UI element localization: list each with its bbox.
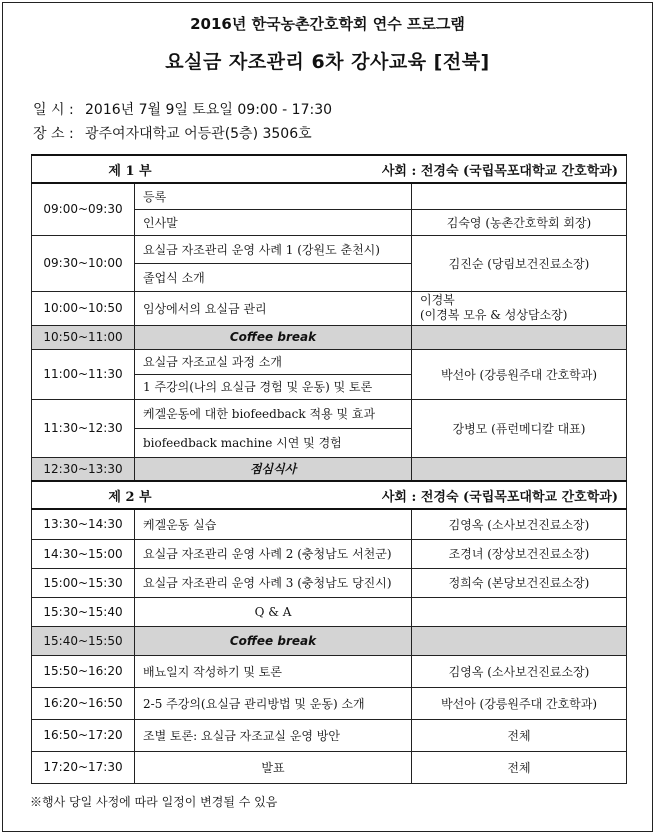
table-row: [32, 183, 627, 209]
table-row: [32, 626, 627, 655]
date-value: 2016년 7월 9일 토요일 09:00 - 17:30: [85, 102, 333, 118]
date-label: 일 시 :: [33, 102, 74, 118]
part1-label: 제 1 부: [108, 163, 152, 179]
table-row: [32, 568, 627, 597]
time-cell: 11:30~12:30: [32, 399, 135, 457]
time-cell: 15:40~15:50: [32, 626, 135, 655]
topic-cell: 요실금 자조관리 운영 사례 2 (충청남도 서천군): [135, 539, 412, 568]
speaker-affiliation: (이경복 모유 & 성상담소장): [420, 308, 568, 322]
speaker-cell: 전체: [412, 751, 627, 783]
table-row: [32, 655, 627, 687]
part1-header: [32, 155, 627, 183]
topic-cell: 케겔운동 실습: [135, 509, 412, 539]
speaker-name: 이경복: [420, 293, 455, 307]
speaker-cell: [412, 597, 627, 626]
speaker-cell: 강병모 (퓨런메디칼 대표): [412, 399, 627, 457]
topic-cell: 발표: [135, 751, 412, 783]
topic-cell: 요실금 자조관리 운영 사례 1 (강원도 춘천시): [135, 235, 412, 263]
time-cell: 15:30~15:40: [32, 597, 135, 626]
speaker-cell: 김영옥 (소사보건진료소장): [412, 509, 627, 539]
time-cell: 09:30~10:00: [32, 235, 135, 291]
time-cell: 16:20~16:50: [32, 687, 135, 719]
date-line: [33, 99, 332, 119]
time-cell: 17:20~17:30: [32, 751, 135, 783]
time-cell: 10:50~11:00: [32, 325, 135, 349]
topic-cell: 2-5 주강의(요실금 관리방법 및 운동) 소개: [135, 687, 412, 719]
place-value: 광주여자대학교 어등관(5층) 3506호: [85, 126, 312, 142]
speaker-cell: [412, 457, 627, 481]
time-cell: 14:30~15:00: [32, 539, 135, 568]
time-cell: 15:50~16:20: [32, 655, 135, 687]
topic-cell: 요실금 자조관리 운영 사례 3 (충청남도 당진시): [135, 568, 412, 597]
speaker-cell: [412, 325, 627, 349]
time-cell: 16:50~17:20: [32, 719, 135, 751]
coffee-break-cell: Coffee break: [135, 626, 412, 655]
place-line: [33, 123, 312, 143]
speaker-cell: 조경녀 (장상보건진료소장): [412, 539, 627, 568]
time-cell: 15:00~15:30: [32, 568, 135, 597]
lunch-cell: 점심식사: [135, 457, 412, 481]
speaker-cell: [412, 626, 627, 655]
table-row: [32, 751, 627, 783]
topic-cell: 1 주강의(나의 요실금 경험 및 운동) 및 토론: [135, 374, 412, 399]
time-cell: 09:00~09:30: [32, 183, 135, 235]
qa-cell: Q & A: [135, 597, 412, 626]
time-cell: 13:30~14:30: [32, 509, 135, 539]
topic-cell: 케겔운동에 대한 biofeedback 적용 및 효과: [135, 399, 412, 428]
speaker-cell: [412, 291, 627, 325]
speaker-cell: 김숙영 (농촌간호학회 회장): [412, 209, 627, 235]
part2-moderator: 사회 : 전경숙 (국립목포대학교 간호학과): [381, 489, 618, 505]
table-row: [32, 597, 627, 626]
speaker-cell: 전체: [412, 719, 627, 751]
table-row: [32, 719, 627, 751]
table-row: [32, 235, 627, 263]
time-cell: 11:00~11:30: [32, 349, 135, 399]
speaker-cell: 김영옥 (소사보건진료소장): [412, 655, 627, 687]
speaker-cell: [412, 183, 627, 209]
part2-header: [32, 481, 627, 509]
place-label: 장 소 :: [33, 126, 74, 142]
topic-cell: 등록: [135, 183, 412, 209]
table-row: [32, 509, 627, 539]
topic-cell: 배뇨일지 작성하기 및 토론: [135, 655, 412, 687]
table-row: [32, 291, 627, 325]
page-title: 요실금 자조관리 6차 강사교육 [전북]: [165, 51, 490, 73]
table-row: [32, 539, 627, 568]
coffee-break-cell: Coffee break: [135, 325, 412, 349]
table-row: [32, 399, 627, 428]
table-row: [32, 687, 627, 719]
time-cell: 12:30~13:30: [32, 457, 135, 481]
footnote: ※행사 당일 사정에 따라 일정이 변경될 수 있음: [30, 795, 278, 809]
time-cell: 10:00~10:50: [32, 291, 135, 325]
topic-cell: 조별 토론: 요실금 자조교실 운영 방안: [135, 719, 412, 751]
table-row: [32, 349, 627, 374]
speaker-cell: 박선아 (강릉원주대 간호학과): [412, 349, 627, 399]
speaker-cell: 김진순 (당림보건진료소장): [412, 235, 627, 291]
topic-cell: 인사말: [135, 209, 412, 235]
part2-label: 제 2 부: [108, 489, 152, 505]
topic-cell: 요실금 자조교실 과정 소개: [135, 349, 412, 374]
topic-cell: biofeedback machine 시연 및 경험: [135, 428, 412, 457]
schedule-table: [31, 154, 627, 784]
topic-cell: 졸업식 소개: [135, 263, 412, 291]
table-row: [32, 325, 627, 349]
topic-cell: 임상에서의 요실금 관리: [135, 291, 412, 325]
speaker-cell: 박선아 (강릉원주대 간호학과): [412, 687, 627, 719]
speaker-cell: 정희숙 (본당보건진료소장): [412, 568, 627, 597]
part1-moderator: 사회 : 전경숙 (국립목포대학교 간호학과): [381, 163, 618, 179]
table-row: [32, 457, 627, 481]
org-title: 2016년 한국농촌간호학회 연수 프로그램: [190, 15, 465, 33]
